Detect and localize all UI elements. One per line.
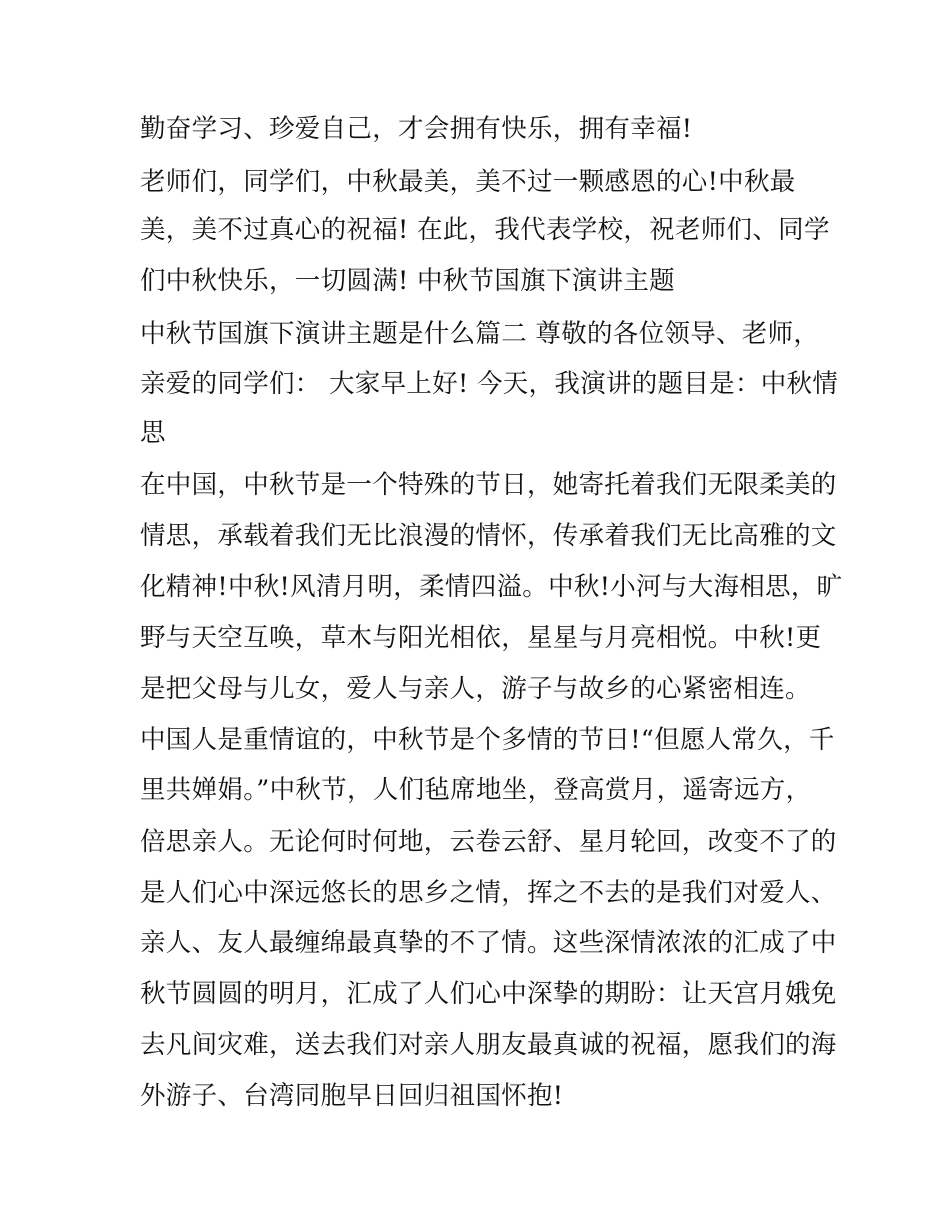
- text-line: 们中秋快乐，一切圆满! 中秋节国旗下演讲主题: [140, 266, 675, 296]
- text-line: 秋节圆圆的明月，汇成了人们心中深挚的期盼：让天宫月娥免: [140, 979, 837, 1009]
- text-line: 老师们，同学们，中秋最美，美不过一颗感恩的心!中秋最: [140, 167, 796, 197]
- text-line: 在中国，中秋节是一个特殊的节日，她寄托着我们无限柔美的: [140, 470, 837, 500]
- text-line: 情思，承载着我们无比浪漫的情怀，传承着我们无比高雅的文: [140, 521, 837, 551]
- text-line: 思: [140, 418, 166, 448]
- text-line: 外游子、台湾同胞早日回归祖国怀抱!: [140, 1081, 564, 1111]
- text-line: 是人们心中深远悠长的思乡之情，挥之不去的是我们对爱人、: [140, 878, 837, 908]
- text-line: 倍思亲人。无论何时何地，云卷云舒、星月轮回，改变不了的: [140, 827, 837, 857]
- text-line: 勤奋学习、珍爱自己，才会拥有快乐，拥有幸福!: [140, 114, 693, 144]
- text-line: 化精神!中秋!风清月明，柔情四溢。中秋!小河与大海相思，旷: [140, 572, 843, 602]
- text-line: 野与天空互唤，草木与阳光相依，星星与月亮相悦。中秋!更: [140, 623, 822, 653]
- text-line: 亲爱的同学们： 大家早上好! 今天，我演讲的题目是：中秋情: [140, 369, 839, 399]
- text-line: 去凡间灾难，送去我们对亲人朋友最真诚的祝福，愿我们的海: [140, 1030, 837, 1060]
- text-line: 亲人、友人最缠绵最真挚的不了情。这些深情浓浓的汇成了中: [140, 928, 837, 958]
- text-line: 中秋节国旗下演讲主题是什么篇二 尊敬的各位领导、老师，: [140, 319, 820, 349]
- text-line: 是把父母与儿女，爱人与亲人，游子与故乡的心紧密相连。: [140, 674, 811, 704]
- text-line: 里共婵娟。”中秋节，人们毡席地坐，登高赏月，遥寄远方，: [140, 775, 812, 805]
- text-line: 中国人是重情谊的，中秋节是个多情的节日!“但愿人常久，千: [140, 725, 835, 755]
- text-line: 美，美不过真心的祝福! 在此，我代表学校，祝老师们、同学: [140, 215, 830, 245]
